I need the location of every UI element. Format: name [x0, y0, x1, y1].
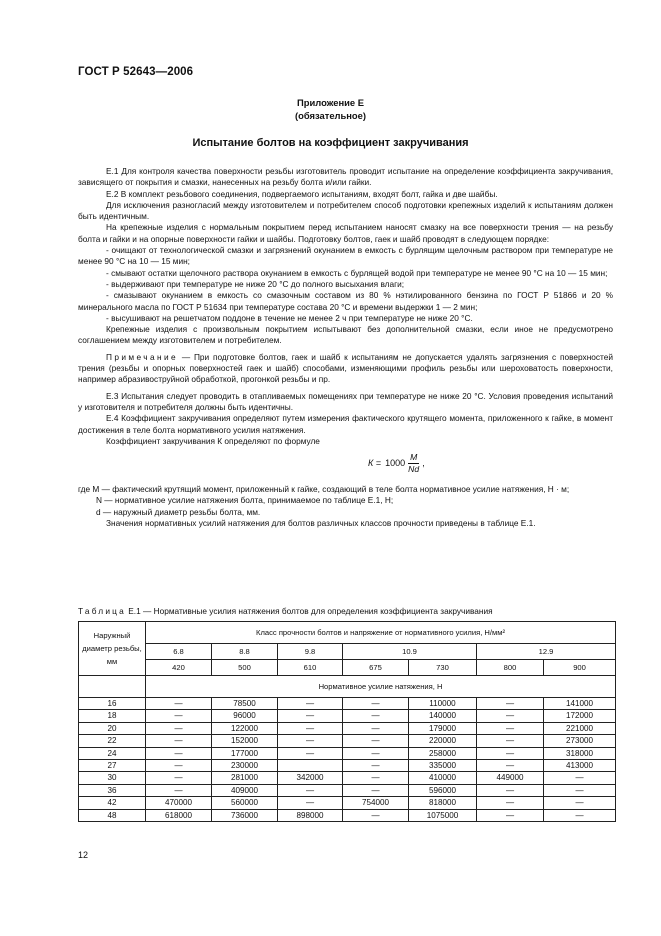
step-2: - смывают остатки щелочного раствора окунанием в емкость с бурлящей водой при температуре не менее 90 °С на 10 — 15 мин; — [106, 267, 608, 278]
force-cell: — — [477, 784, 544, 796]
force-cell: 342000 — [278, 772, 343, 784]
force-cell: 335000 — [409, 760, 477, 772]
diameter-cell: 18 — [79, 710, 146, 722]
force-cell: — — [278, 747, 343, 759]
definition-d: d — наружный диаметр резьбы болта, мм. — [96, 506, 261, 517]
force-cell: — — [477, 710, 544, 722]
paragraph-e1: Е.1 Для контроля качества поверхности резьбы изготовитель проводит испытание на определение коэффициента закручивания, зависящего от покрытия и смазки, нанесенных на резьбу болта и/или гайки. — [78, 166, 613, 188]
force-cell: 152000 — [212, 735, 278, 747]
force-cell: 221000 — [544, 722, 616, 734]
force-cell: — — [343, 735, 409, 747]
force-cell: 172000 — [544, 710, 616, 722]
table-row — [79, 784, 616, 796]
formula-block — [78, 450, 613, 480]
definition-m-text: фактический крутящий момент, приложенный к гайке, создающий в теле болта нормативное усилие натяжения, Н · м; — [112, 484, 570, 495]
table-row — [79, 809, 616, 821]
force-cell: — — [278, 710, 343, 722]
step-5: - высушивают на решетчатом поддоне в течение не менее 2 ч при температуре не ниже 20 °С. — [106, 312, 473, 323]
table-row — [79, 722, 616, 734]
force-cell: — — [343, 710, 409, 722]
formula-denominator: Nd — [408, 464, 420, 475]
force-cell: — — [477, 722, 544, 734]
force-cell: — — [146, 772, 212, 784]
force-cell: 141000 — [544, 698, 616, 710]
force-cell: 110000 — [409, 698, 477, 710]
force-cell: — — [343, 698, 409, 710]
force-cell: 258000 — [409, 747, 477, 759]
note-text: — При подготовке болтов, гаек и шайб к испытаниям не допускается удалять загрязнения с поверхностей трения (резьбы и опорных поверхностей гаек и шайб) способами, изменяющими профиль резьбы или шероховатость поверхности, например абразивоструйной обработкой, прогонкой резьбы и пр. — [78, 351, 613, 385]
step-3: - выдерживают при температуре не ниже 20 °С до полного высыхания влаги; — [106, 278, 405, 289]
force-cell: — — [477, 747, 544, 759]
force-cell: 818000 — [409, 797, 477, 809]
force-cell: — — [146, 735, 212, 747]
force-cell: — — [146, 784, 212, 796]
document-header: ГОСТ Р 52643—2006 — [78, 66, 194, 78]
force-cell: — — [477, 735, 544, 747]
force-cell: — — [278, 735, 343, 747]
table-body — [79, 698, 616, 822]
force-cell: 140000 — [409, 710, 477, 722]
stress-cell: 730 — [409, 660, 477, 676]
class-header: Класс прочности болтов и напряжение от нормативного усилия, Н/мм² — [146, 622, 616, 644]
force-cell: — — [146, 747, 212, 759]
annex-subtitle: (обязательное) — [295, 110, 366, 121]
paragraph-normal-coating: На крепежные изделия с нормальным покрытием перед испытанием наносят смазку на все поверхности трения — на резьбу болта и гайки и на опорные поверхности гайки и шайбы. Подготовку болтов, гаек и шайб проводят в следующем порядке: — [78, 222, 613, 244]
annex-title: Приложение Е — [297, 97, 364, 108]
force-cell: 281000 — [212, 772, 278, 784]
force-cell: 409000 — [212, 784, 278, 796]
table-row — [79, 735, 616, 747]
section-title: Испытание болтов на коэффициент закручивания — [192, 137, 469, 149]
formula-fraction — [408, 452, 419, 475]
force-cell: — — [278, 698, 343, 710]
table-row — [79, 747, 616, 759]
definition-m-head: где М — — [78, 484, 110, 495]
diameter-cell: 22 — [79, 735, 146, 747]
force-cell: — — [343, 722, 409, 734]
diameter-cell: 20 — [79, 722, 146, 734]
annex-heading — [0, 96, 661, 122]
force-cell: — — [544, 772, 616, 784]
diameter-cell: 42 — [79, 797, 146, 809]
force-cell: — — [146, 698, 212, 710]
paragraph-dispute: Для исключения разногласий между изготовителем и потребителем способ подготовки крепежных изделий к испытаниям должен быть идентичным. — [78, 199, 613, 222]
paragraph-values-intro: Значения нормативных усилий натяжения для болтов различных классов прочности приведены в таблице Е.1. — [106, 518, 536, 529]
bolt-tension-table — [78, 621, 616, 822]
note-label: Примечание — [106, 351, 179, 362]
force-cell: — — [278, 797, 343, 809]
body-text — [78, 166, 613, 529]
force-cell: — — [343, 747, 409, 759]
diameter-header-continuation — [79, 676, 146, 698]
force-cell: — — [343, 784, 409, 796]
stress-cell: 800 — [477, 660, 544, 676]
paragraph-e3: Е.3 Испытания следует проводить в отапливаемых помещениях при температуре не ниже 20 °С. Условия проведения испытаний у изготовителя и потребителя должны быть идентичны. — [78, 390, 613, 412]
force-cell: — — [477, 760, 544, 772]
step-4: - смазывают окунанием в емкость со смазочным составом из 80 % нэтилированного бензина по ГОСТ Р 51866 и 20 % минерального масла по ГОСТ Р 51634 при температуре состава 20 °С и времени выдержки 1 — 2 мин; — [78, 290, 613, 312]
stress-cell: 420 — [146, 660, 212, 676]
force-cell: 410000 — [409, 772, 477, 784]
stress-cell: 500 — [212, 660, 278, 676]
force-cell: 220000 — [409, 735, 477, 747]
table-caption-label: Таблица — [78, 606, 126, 616]
class-cell: 10.9 — [343, 644, 477, 660]
force-header: Нормативное усилие натяжения, Н — [146, 676, 616, 698]
force-cell: 78500 — [212, 698, 278, 710]
diameter-cell: 16 — [79, 698, 146, 710]
force-cell: 413000 — [544, 760, 616, 772]
force-cell: — — [544, 784, 616, 796]
force-cell — [278, 760, 343, 772]
force-cell: 560000 — [212, 797, 278, 809]
diameter-cell: 27 — [79, 760, 146, 772]
diameter-cell: 30 — [79, 772, 146, 784]
force-cell: — — [146, 760, 212, 772]
stress-cell: 900 — [544, 660, 616, 676]
force-cell: 596000 — [409, 784, 477, 796]
definition-n: N — нормативное усилие натяжения болта, принимаемое по таблице Е.1, Н; — [96, 495, 394, 506]
paragraph-arbitrary-coating: Крепежные изделия с произвольным покрытием испытывают без дополнительной смазки, если иное не предусмотрено соглашением между изготовителем и потребителем. — [78, 324, 613, 346]
table-row — [79, 760, 616, 772]
formula-numerator: М — [410, 452, 418, 463]
force-cell: 177000 — [212, 747, 278, 759]
diameter-cell: 48 — [79, 809, 146, 821]
formula-lhs: К = — [368, 457, 382, 468]
class-row — [79, 644, 616, 660]
table-row — [79, 772, 616, 784]
class-cell: 12.9 — [477, 644, 616, 660]
stress-cell: 675 — [343, 660, 409, 676]
diameter-cell: 24 — [79, 747, 146, 759]
stress-cell: 610 — [278, 660, 343, 676]
force-cell: — — [544, 809, 616, 821]
formula-coefficient: 1000 — [385, 457, 406, 468]
formula — [368, 452, 425, 475]
force-cell: 179000 — [409, 722, 477, 734]
force-cell: 898000 — [278, 809, 343, 821]
diameter-cell: 36 — [79, 784, 146, 796]
table-row — [79, 797, 616, 809]
step-1: - очищают от технологической смазки и загрязнений окунанием в емкость с бурлящим щелочным раствором при температуре не менее 90 °С на 10 — 15 мин; — [78, 245, 613, 267]
force-cell: — — [343, 772, 409, 784]
force-cell: 318000 — [544, 747, 616, 759]
note — [78, 352, 613, 386]
class-cell: 6.8 — [146, 644, 212, 660]
force-cell: 449000 — [477, 772, 544, 784]
force-cell: — — [477, 797, 544, 809]
force-cell: 736000 — [212, 809, 278, 821]
definitions — [78, 484, 613, 518]
paragraph-e2: Е.2 В комплект резьбового соединения, подвергаемого испытаниям, входят болт, гайка и две шайбы. — [106, 188, 498, 199]
table-row — [79, 710, 616, 722]
force-cell: — — [343, 760, 409, 772]
force-cell: 470000 — [146, 797, 212, 809]
paragraph-k-intro: Коэффициент закручивания К определяют по формуле — [106, 435, 320, 446]
force-cell: — — [278, 784, 343, 796]
force-cell: — — [146, 722, 212, 734]
force-cell: — — [343, 809, 409, 821]
force-cell: 754000 — [343, 797, 409, 809]
force-cell: 273000 — [544, 735, 616, 747]
force-cell: — — [146, 710, 212, 722]
force-cell: 122000 — [212, 722, 278, 734]
force-cell: 96000 — [212, 710, 278, 722]
table-header-row — [79, 622, 616, 644]
force-cell: 1075000 — [409, 809, 477, 821]
table-row — [79, 698, 616, 710]
force-cell: — — [477, 809, 544, 821]
force-header-row — [79, 676, 616, 698]
definition-m — [78, 484, 613, 495]
table-caption-text: Е.1 — Нормативные усилия натяжения болтов для определения коэффициента закручивания — [125, 606, 493, 616]
page-number: 12 — [78, 850, 89, 860]
class-cell: 8.8 — [212, 644, 278, 660]
paragraph-e4: Е.4 Коэффициент закручивания определяют путем измерения фактического крутящего момента, приложенного к гайке, в момент достижения в теле болта нормативного усилия натяжения. — [78, 413, 613, 435]
table-caption — [78, 606, 493, 616]
force-cell: — — [278, 722, 343, 734]
force-cell: — — [544, 797, 616, 809]
diameter-column-header: Наружный диаметр резьбы, мм — [79, 622, 146, 676]
force-cell: 230000 — [212, 760, 278, 772]
class-cell: 9.8 — [278, 644, 343, 660]
formula-tail: , — [422, 457, 425, 468]
force-cell: — — [477, 698, 544, 710]
force-cell: 618000 — [146, 809, 212, 821]
stress-row — [79, 660, 616, 676]
